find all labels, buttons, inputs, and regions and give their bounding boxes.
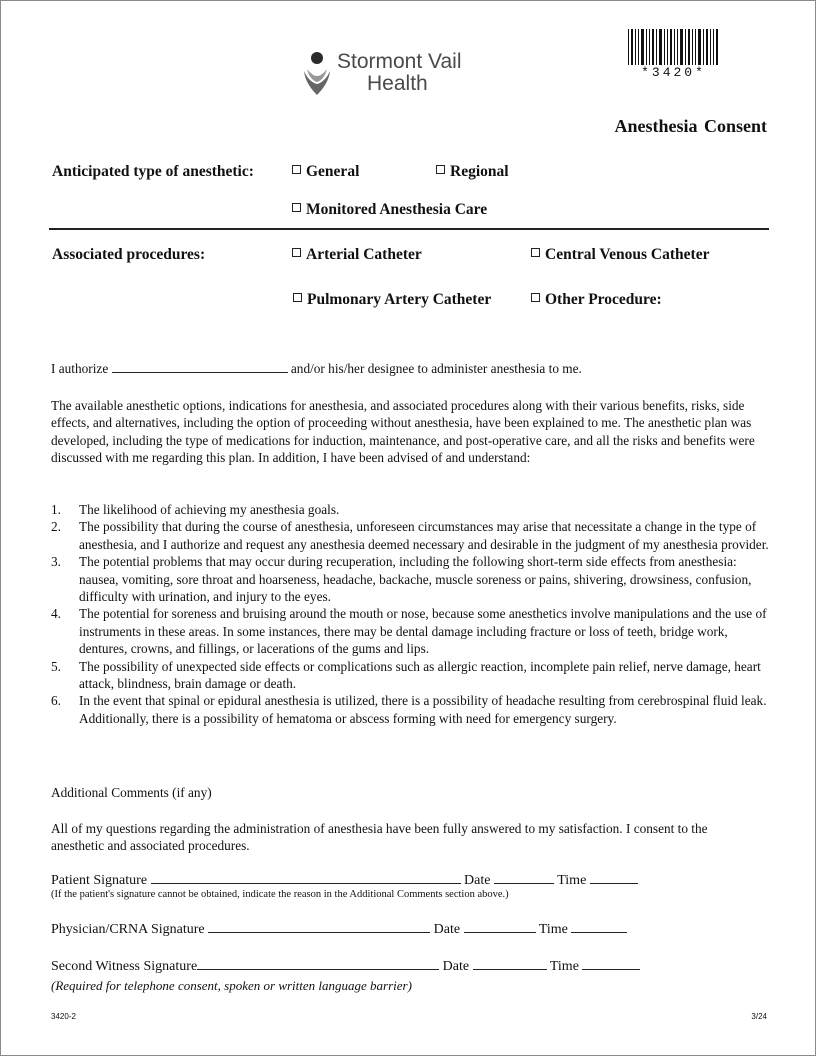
risks-list <box>51 501 773 727</box>
logo-line-1: Stormont Vail <box>337 50 462 73</box>
authorize-statement: I authorize and/or his/her designee to administer anesthesia to me. <box>51 361 582 376</box>
physician-date-field[interactable] <box>464 920 536 933</box>
witness-signature-field[interactable] <box>197 957 439 970</box>
option-other-procedure[interactable]: Other Procedure: <box>531 291 662 309</box>
patient-signature-note: (If the patient's signature cannot be obtained, indicate the reason in the Additional Comments section above.) <box>51 889 509 900</box>
revision-date: 3/24 <box>751 1012 767 1021</box>
additional-comments-label: Additional Comments (if any) <box>51 785 212 800</box>
patient-date-field[interactable] <box>494 871 554 884</box>
list-item: 1. The likelihood of achieving my anesthesia goals. <box>51 502 340 517</box>
option-central-venous-catheter[interactable]: Central Venous Catheter <box>531 246 709 264</box>
list-item: 3. The potential problems that may occur during recuperation, including the following short-term side effects from anesthesia: nausea, vomiting, sore throat and hoarseness, headache, backache, muscle soreness or pains, shivering, drowsiness, confusion, difficulty with urination, and injury to the eyes. <box>51 554 752 605</box>
list-item: 5. The possibility of unexpected side effects or complications such as allergic reaction, incomplete pain relief, nerve damage, heart attack, blindness, brain damage or death. <box>51 658 761 692</box>
checkbox-general[interactable] <box>292 165 301 174</box>
witness-signature-row: Second Witness Signature Date Time <box>51 957 640 975</box>
checkbox-pulmonary-artery-catheter[interactable] <box>293 293 302 302</box>
list-item: 2. The possibility that during the course of anesthesia, unforeseen circumstances may arise that necessitate a change in the type of anesthesia, and I authorize and request any anesthesia deemed necessary and desirable in the judgment of my anesthesia provider. <box>51 519 769 552</box>
physician-signature-row: Physician/CRNA Signature Date Time <box>51 920 627 938</box>
option-pulmonary-artery-catheter[interactable]: Pulmonary Artery Catheter <box>293 291 491 309</box>
list-item: 6. In the event that spinal or epidural anesthesia is utilized, there is a possibility of headache resulting from cerebrospinal fluid leak. Additionally, there is a possibility of hematoma or abscess forming with need for emergency surgery. <box>51 693 767 726</box>
physician-signature-field[interactable] <box>208 920 430 933</box>
anesthetic-type-label: Anticipated type of anesthetic: <box>52 163 254 180</box>
logo-line-2: Health <box>367 72 428 95</box>
patient-time-field[interactable] <box>590 871 638 884</box>
logo-mark-icon <box>301 51 333 97</box>
stormont-vail-logo <box>301 51 501 101</box>
associated-procedures-label: Associated procedures: <box>52 246 206 263</box>
checkbox-central-venous-catheter[interactable] <box>531 248 540 257</box>
questions-paragraph: All of my questions regarding the administration of anesthesia have been fully answered to my satisfaction. I consent to the anesthetic and associated procedures. <box>51 821 708 854</box>
witness-time-field[interactable] <box>582 957 640 970</box>
option-general[interactable]: General <box>292 163 359 181</box>
authorized-provider-field[interactable] <box>112 360 288 373</box>
form-title: Anesthesia Consent <box>614 116 767 136</box>
intro-paragraph: The available anesthetic options, indications for anesthesia, and associated procedures along with their various benefits, risks, side effects, and alternatives, including the option of proceeding without anesthesia, have been explained to me. The anesthetic plan was developed, including the type of medications for induction, maintenance, and post-operative care, and all the risks and benefits were discussed with me regarding this plan. In addition, I have been advised of and understand: <box>51 398 755 466</box>
witness-signature-note: (Required for telephone consent, spoken or written language barrier) <box>51 978 412 993</box>
physician-time-field[interactable] <box>571 920 627 933</box>
option-regional[interactable]: Regional <box>436 163 509 181</box>
list-item: 4. The potential for soreness and bruising around the mouth or nose, because some anesthetics involve manipulations and the use of instruments in these areas. In some instances, there may be dental damage including fracture or loss of teeth, bridge work, dentures, crowns, and fillings, or lacerations of the gums and lips. <box>51 606 767 657</box>
option-arterial-catheter[interactable]: Arterial Catheter <box>292 246 422 264</box>
checkbox-other-procedure[interactable] <box>531 293 540 302</box>
patient-signature-field[interactable] <box>151 871 461 884</box>
logo-wordmark <box>337 51 462 95</box>
form-number: 3420-2 <box>51 1012 76 1021</box>
checkbox-arterial-catheter[interactable] <box>292 248 301 257</box>
checkbox-regional[interactable] <box>436 165 445 174</box>
barcode-number: *3420* <box>641 65 706 80</box>
barcode <box>626 29 721 65</box>
section-divider <box>49 228 769 230</box>
patient-signature-row: Patient Signature Date Time <box>51 871 638 889</box>
option-monitored-anesthesia-care[interactable]: Monitored Anesthesia Care <box>292 201 487 219</box>
witness-date-field[interactable] <box>473 957 547 970</box>
checkbox-monitored-anesthesia-care[interactable] <box>292 203 301 212</box>
